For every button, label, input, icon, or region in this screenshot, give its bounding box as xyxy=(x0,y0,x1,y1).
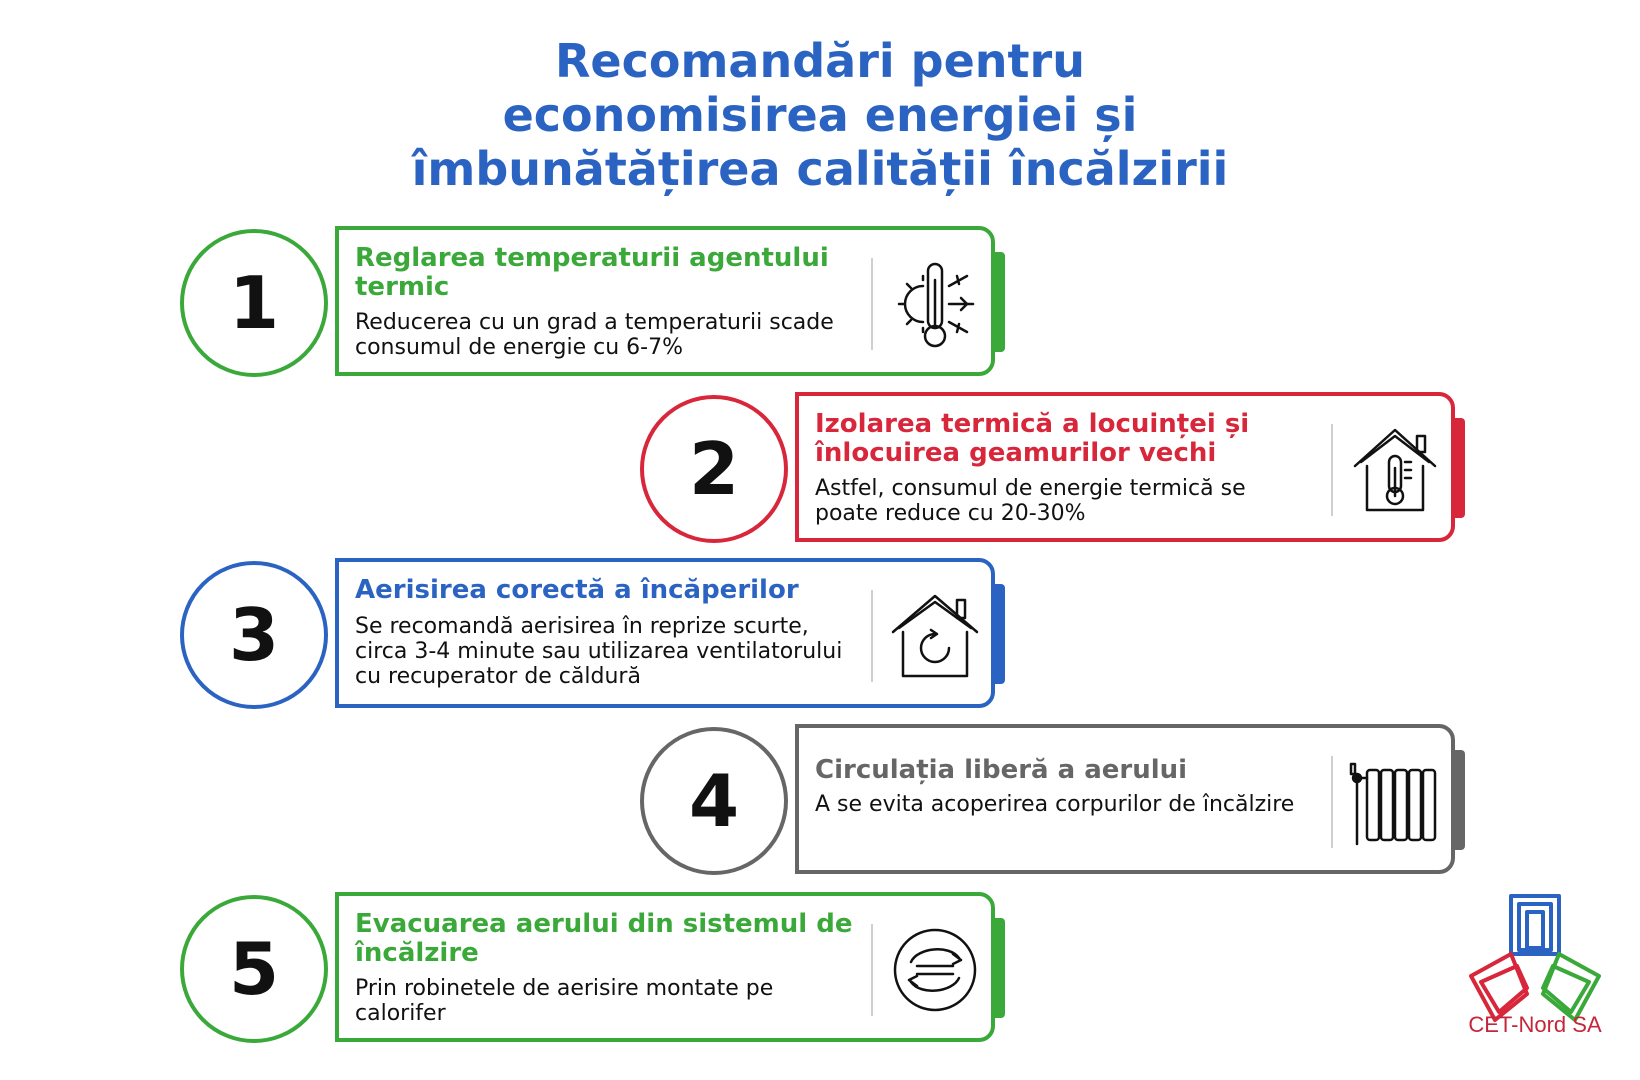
step-5-title: Evacuarea aerului din sistemul de încălzire xyxy=(355,909,853,968)
step-4-body: A se evita acoperirea corpurilor de încălzire xyxy=(815,792,1295,817)
step-4-divider xyxy=(1331,756,1333,848)
step-2-number: 2 xyxy=(640,395,788,543)
title-line-2: economisirea energiei și xyxy=(502,88,1138,142)
step-2-title: Izolarea termică a locuinței și înlocuirea geamurilor vechi xyxy=(815,409,1250,468)
step-3-title: Aerisirea corectă a încăperilor xyxy=(355,575,799,605)
thermometer-sun-snow-icon xyxy=(887,256,983,352)
step-1-title: Reglarea temperaturii agentului termic xyxy=(355,243,829,302)
step-2-body: Astfel, consumul de energie termică se poate reduce cu 20-30% xyxy=(815,476,1246,526)
step-3-card xyxy=(335,558,995,708)
step-4 xyxy=(640,724,1640,876)
step-5-divider xyxy=(871,924,873,1016)
step-3-tab xyxy=(995,584,1005,684)
step-1-number: 1 xyxy=(180,229,328,377)
step-4-card xyxy=(795,724,1455,874)
radiator-icon xyxy=(1347,754,1443,850)
step-1-divider xyxy=(871,258,873,350)
logo-text: CET-Nord SA xyxy=(1468,1012,1602,1037)
title-line-1: Recomandări pentru xyxy=(555,34,1085,88)
step-1 xyxy=(180,226,1300,378)
title-line-3: îmbunătățirea calității încălzirii xyxy=(411,142,1229,196)
step-1-body: Reducerea cu un grad a temperaturii scade consumul de energie cu 6-7% xyxy=(355,310,834,360)
house-thermometer-icon xyxy=(1347,422,1443,518)
step-3-divider xyxy=(871,590,873,682)
step-4-tab xyxy=(1455,750,1465,850)
step-1-card xyxy=(335,226,995,376)
house-ventilation-icon xyxy=(887,588,983,684)
air-circulation-icon xyxy=(887,922,983,1018)
step-3 xyxy=(180,558,1300,710)
step-2-divider xyxy=(1331,424,1333,516)
step-5 xyxy=(180,892,1300,1044)
step-2-tab xyxy=(1455,418,1465,518)
page-title xyxy=(0,34,1640,196)
step-3-body: Se recomandă aerisirea în reprize scurte, circa 3-4 minute sau utilizarea ventilatorului cu recuperator de căldură xyxy=(355,614,843,689)
step-1-tab xyxy=(995,252,1005,352)
step-2 xyxy=(640,392,1640,544)
step-5-card xyxy=(335,892,995,1042)
step-5-number: 5 xyxy=(180,895,328,1043)
step-3-number: 3 xyxy=(180,561,328,709)
step-2-card xyxy=(795,392,1455,542)
step-4-number: 4 xyxy=(640,727,788,875)
step-5-body: Prin robinetele de aerisire montate pe calorifer xyxy=(355,976,774,1026)
step-5-tab xyxy=(995,918,1005,1018)
step-4-title: Circulația liberă a aerului xyxy=(815,755,1188,785)
